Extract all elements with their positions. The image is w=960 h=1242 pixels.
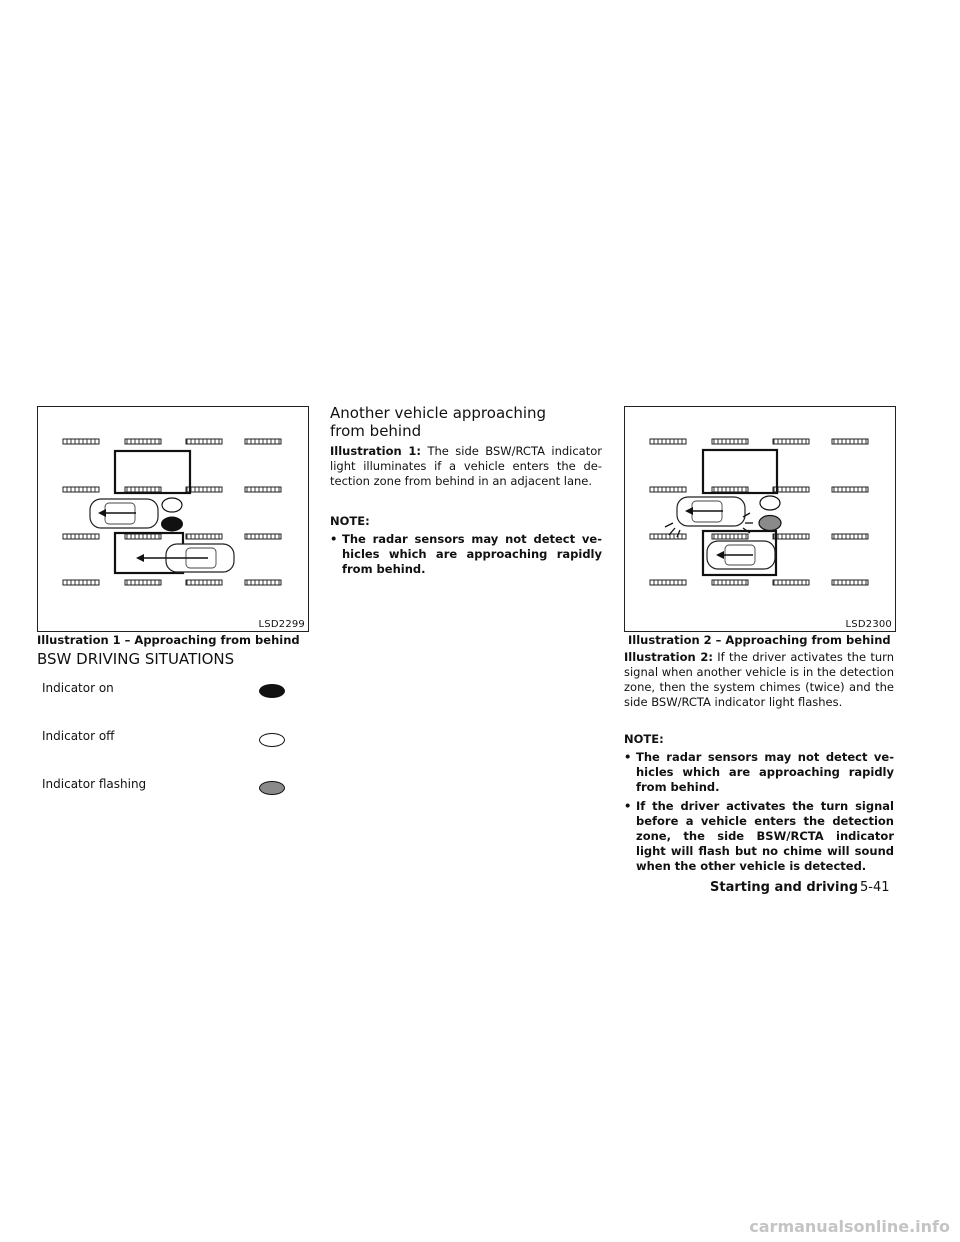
note-bullet — [624, 799, 894, 874]
note-label: NOTE: — [624, 732, 664, 746]
figure-2-illustration — [625, 407, 895, 631]
figure-2-caption: Illustration 2 – Approaching from behind — [628, 633, 891, 647]
watermark-text: carmanualsonline.info — [749, 1217, 950, 1236]
car-icon — [677, 497, 745, 526]
indicator-off-icon — [162, 498, 182, 512]
paragraph-lead: Illustration 2: — [624, 650, 713, 664]
footer-page-number: 5-41 — [860, 880, 890, 895]
subheading-line-1: Another vehicle approaching — [330, 404, 547, 422]
indicator-on-icon — [259, 684, 285, 698]
legend-label-on: Indicator on — [42, 681, 114, 695]
note-bullet — [330, 532, 602, 577]
subheading-line-2: from behind — [330, 422, 422, 440]
note-bullet — [624, 750, 894, 795]
right-paragraph — [624, 650, 894, 710]
legend-label-off: Indicator off — [42, 729, 115, 743]
figure-1-code: LSD2299 — [258, 619, 305, 630]
indicator-flashing-icon — [759, 516, 781, 531]
bullet-mark: • — [624, 799, 632, 813]
footer-section-title: Starting and driving — [710, 880, 859, 895]
paragraph-lead: Illustration 1: — [330, 444, 422, 458]
figure-2-code: LSD2300 — [845, 619, 892, 630]
car-icon — [136, 544, 234, 572]
car-icon — [707, 541, 775, 569]
figure-1-illustration — [38, 407, 308, 631]
legend-label-flashing: Indicator flashing — [42, 777, 147, 791]
indicator-off-icon — [259, 733, 285, 747]
bullet-text: The radar sensors may not detect ve-hicles which are approaching rapidly from behind. — [342, 532, 602, 576]
bullet-text: If the driver activates the turn signal before a vehicle enters the detection zone, the side BSW/RCTA indicator light will flash but no chime will sound when the other vehicle is detected. — [636, 799, 894, 873]
paragraph-text: If the driver activates the turn signal when another vehicle is in the detection zone, then the system chimes (twice) and the side BSW/RCTA indicator light flashes. — [624, 650, 894, 709]
indicator-flashing-icon — [259, 781, 285, 795]
indicator-off-icon — [760, 496, 780, 510]
indicator-on-icon — [161, 517, 183, 532]
car-icon — [90, 499, 158, 528]
bullet-mark: • — [330, 532, 338, 546]
bullet-text: The radar sensors may not detect ve-hicles which are approaching rapidly from behind. — [636, 750, 894, 794]
figure-1-caption: Illustration 1 – Approaching from behind — [37, 633, 300, 647]
middle-paragraph — [330, 444, 602, 489]
figure-1 — [37, 406, 309, 632]
paragraph-text: The side BSW/RCTA indicator light illuminates if a vehicle enters the de-tection zone from behind in an adjacent lane. — [330, 444, 602, 488]
note-label: NOTE: — [330, 514, 370, 528]
bullet-mark: • — [624, 750, 632, 764]
figure-2 — [624, 406, 896, 632]
section-title: BSW DRIVING SITUATIONS — [37, 650, 235, 668]
